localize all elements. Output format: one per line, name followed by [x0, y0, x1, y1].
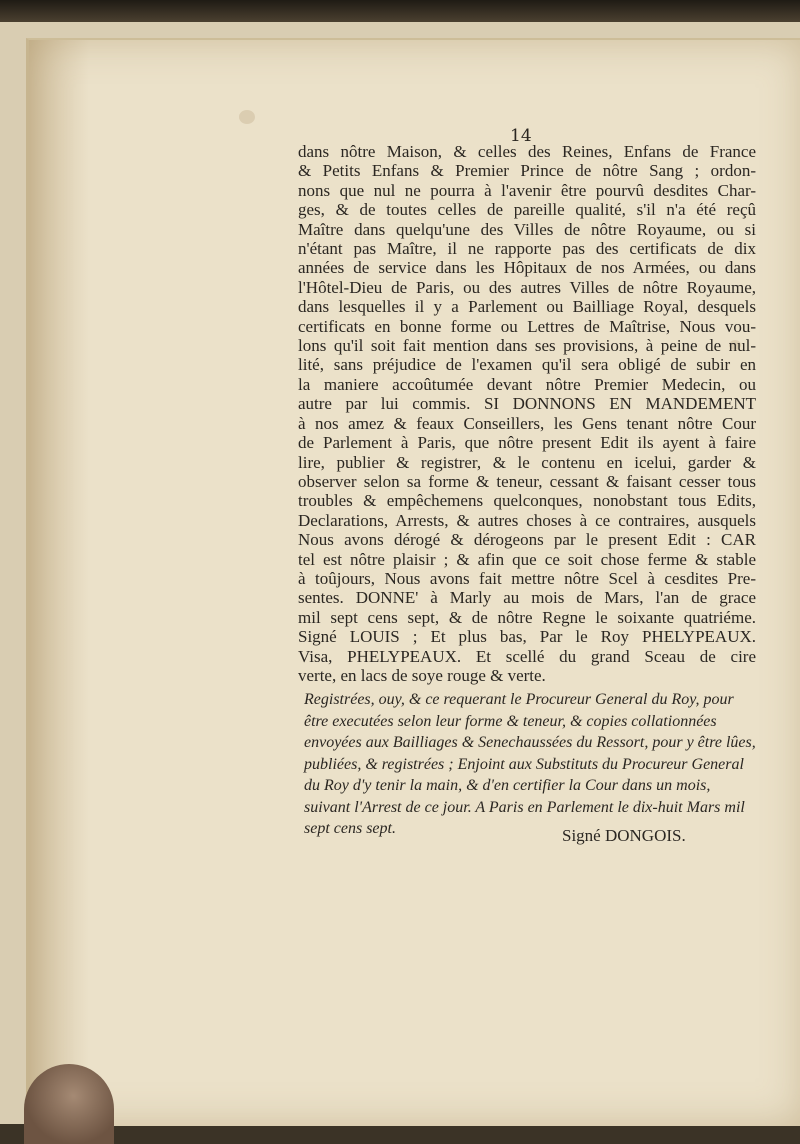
body-line: Visa, PHELYPEAUX. Et scellé du grand Sceau de cire [298, 646, 756, 666]
edict-body-text [298, 142, 756, 685]
body-line: l'Hôtel-Dieu de Paris, ou des autres Villes de nôtre Royaume, [298, 277, 756, 297]
body-line: ges, & de toutes celles de pareille qualité, s'il n'a été reçû [298, 200, 756, 220]
body-line: dans lesquelles il y a Parlement ou Bailliage Royal, desquels [298, 297, 756, 317]
body-line: dans nôtre Maison, & celles des Reines, Enfans de France [298, 142, 756, 161]
body-line: lire, publier & registrer, & le contenu en icelui, garder & [298, 452, 756, 472]
body-line: Nous avons dérogé & dérogeons par le present Edit : CAR [298, 530, 756, 550]
registration-note: Registrées, ouy, & ce requerant le Procureur General du Roy, pour être executées selon leur forme & teneur, & copies collationnées envoyées aux Bailliages & Senechaussées du Ressort, pour y être lûes, publiées, & registrées ; Enjoint aux Substituts du Procureur General du Roy d'y tenir la main, & d'en certifier la Cour dans un mois, suivant l'Arrest de ce jour. A Paris en Parlement le dix-huit Mars mil sept cens sept. [304, 691, 756, 837]
body-line: & Petits Enfans & Premier Prince de nôtre Sang ; ordon- [298, 161, 756, 181]
body-line: à toûjours, Nous avons fait mettre nôtre Scel à cesdites Pre- [298, 568, 756, 588]
body-line: autre par lui commis. SI DONNONS EN MANDEMENT [298, 394, 756, 414]
body-line: observer selon sa forme & teneur, cessant & faisant cesser tous [298, 471, 756, 491]
body-line: tel est nôtre plaisir ; & afin que ce soit chose ferme & stable [298, 549, 756, 569]
body-line: mil sept cens sept, & de nôtre Regne le soixante quatriéme. [298, 607, 756, 627]
body-line: verte, en lacs de soye rouge & verte. [298, 665, 546, 685]
body-line: lité, sans préjudice de l'examen qu'il sera obligé de subir en [298, 355, 756, 375]
body-line: troubles & empêchemens quelconques, nonobstant tous Edits, [298, 491, 756, 511]
signature-line: Signé DONGOIS. [562, 826, 686, 845]
body-line: lons qu'il soit fait mention dans ses provisions, à peine de nul- [298, 336, 756, 356]
body-line: n'étant pas Maître, il ne rapporte pas des certificats de dix [298, 239, 756, 259]
holder-thumb [24, 1064, 114, 1144]
paper-stain [239, 110, 255, 124]
body-line: sentes. DONNE' à Marly au mois de Mars, l'an de grace [298, 588, 756, 608]
body-line: à nos amez & feaux Conseillers, les Gens tenant nôtre Cour [298, 413, 756, 433]
body-line: de Parlement à Paris, que nôtre present Edit ils ayent à faire [298, 433, 756, 453]
page-number: 14 [510, 126, 532, 146]
body-line: certificats en bonne forme ou Lettres de Maîtrise, Nous vou- [298, 316, 756, 336]
body-line: nons que nul ne pourra à l'avenir être pourvû desdites Char- [298, 180, 756, 200]
body-line: Declarations, Arrests, & autres choses à ce contraires, ausquels [298, 510, 756, 530]
body-line: Signé LOUIS ; Et plus bas, Par le Roy PHELYPEAUX. [298, 627, 756, 647]
body-line: la maniere accoûtumée devant nôtre Premier Medecin, ou [298, 374, 756, 394]
body-line: Maître dans quelqu'une des Villes de nôtre Royaume, ou si [298, 219, 756, 239]
body-line: années de service dans les Hôpitaux de nos Armées, ou dans [298, 258, 756, 278]
